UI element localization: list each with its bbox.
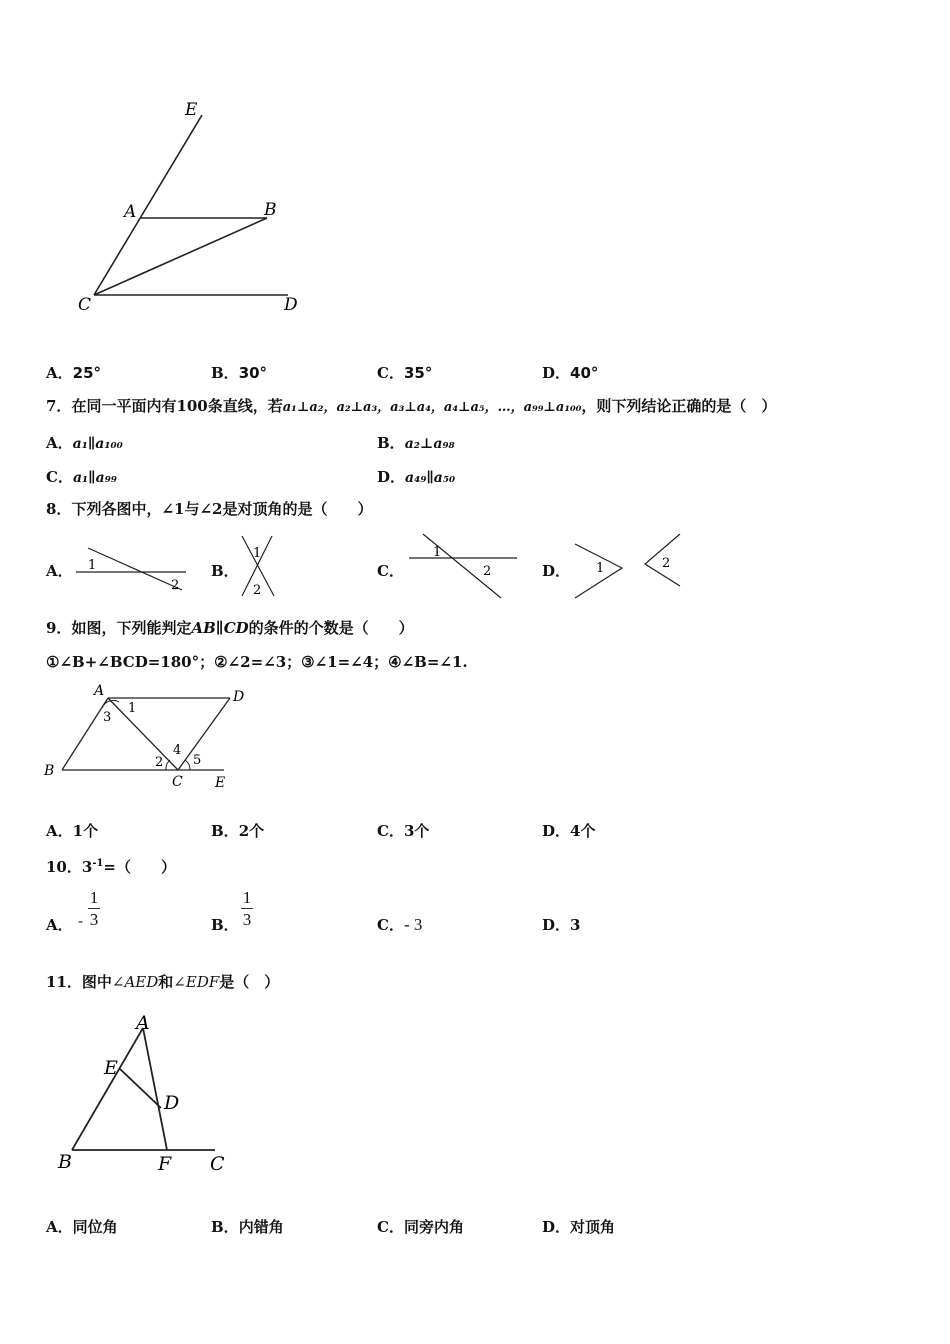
- option-letter: B．: [377, 434, 405, 452]
- option-letter: D．: [542, 822, 571, 840]
- q7-option-c[interactable]: [46, 466, 117, 487]
- q6-label-d: D: [284, 295, 298, 315]
- q9-conditions: [46, 653, 468, 671]
- q10-stem: [46, 855, 176, 876]
- stem-text: 如图，下列能判定: [71, 619, 192, 637]
- option-text: 同位角: [72, 1218, 118, 1236]
- question-number: 8．: [46, 500, 72, 518]
- option-text: 35°: [403, 364, 433, 382]
- q9-option-d[interactable]: [542, 820, 595, 841]
- question-number: 10．: [46, 858, 82, 876]
- q6-option-a[interactable]: [46, 362, 101, 383]
- q8-stem: [46, 500, 372, 518]
- q10-option-c[interactable]: [377, 914, 422, 935]
- option-text: 3个: [403, 822, 430, 840]
- option-letter: C．: [377, 822, 404, 840]
- stem-text: 和: [158, 973, 174, 991]
- fraction-bar: [241, 908, 253, 909]
- denominator: 3: [242, 910, 252, 929]
- q10-option-b-fraction: [241, 888, 253, 929]
- q11-label-e: E: [104, 1057, 118, 1079]
- option-letter: A．: [46, 916, 73, 934]
- q7-option-a[interactable]: [46, 432, 123, 453]
- option-letter: D．: [542, 916, 571, 934]
- angle-label-2: 2: [171, 578, 180, 593]
- q9-angle-4: 4: [173, 743, 182, 758]
- option-letter: C．: [377, 1218, 404, 1236]
- q10-option-a[interactable]: [46, 914, 73, 935]
- q11-label-d: D: [164, 1092, 180, 1114]
- q9-angle-1: 1: [128, 701, 137, 716]
- stem-math: a₁⊥a₂，a₂⊥a₃，a₃⊥a₄，a₄⊥a₅，…，a₉₉⊥a₁₀₀: [282, 400, 582, 415]
- option-letter: D．: [542, 562, 571, 580]
- option-letter: A．: [46, 434, 73, 452]
- stem-text: ，则下列结论正确的是（ ）: [581, 397, 777, 415]
- q10-option-b[interactable]: [211, 914, 239, 935]
- q7-option-b[interactable]: [377, 432, 455, 453]
- stem-text: =（ ）: [103, 858, 176, 876]
- q11-label-f: F: [158, 1153, 172, 1175]
- stem-text: 在同一平面内有100条直线，若: [71, 397, 283, 415]
- q11-label-b: B: [58, 1151, 72, 1173]
- option-text: a₁∥a₉₉: [72, 470, 117, 486]
- option-text: 1个: [72, 822, 99, 840]
- q10-option-d[interactable]: [542, 914, 580, 935]
- q7-stem: [46, 397, 776, 417]
- q8-option-a[interactable]: [46, 560, 73, 581]
- angle-label-2: 2: [483, 564, 492, 579]
- option-text: a₂⊥a₉₈: [404, 436, 455, 452]
- option-letter: C．: [377, 562, 404, 580]
- q8-figure-c: [405, 530, 525, 602]
- q9-option-c[interactable]: [377, 820, 429, 841]
- stem-math: AB∥CD: [191, 619, 249, 637]
- option-letter: C．: [46, 468, 73, 486]
- q9-option-a[interactable]: [46, 820, 98, 841]
- denominator: 3: [89, 910, 99, 929]
- q8-figure-d: [570, 530, 690, 602]
- q6-label-b: B: [264, 200, 277, 220]
- option-text: 40°: [570, 364, 599, 382]
- option-text: 4个: [570, 822, 596, 840]
- option-text: 3: [570, 916, 581, 934]
- option-letter: B．: [211, 562, 239, 580]
- option-letter: A．: [46, 822, 73, 840]
- angle-label-1: 1: [88, 558, 97, 573]
- fraction-bar: [88, 908, 100, 909]
- stem-exponent: -1: [92, 858, 104, 869]
- option-text: 内错角: [238, 1218, 284, 1236]
- question-number: 9．: [46, 619, 72, 637]
- q9-figure: [40, 680, 270, 795]
- q9-label-a: A: [94, 683, 105, 699]
- option-letter: D．: [542, 1218, 571, 1236]
- q11-option-b[interactable]: [211, 1216, 284, 1237]
- angle-label-1: 1: [433, 545, 442, 560]
- stem-base: 3: [81, 858, 93, 876]
- option-letter: A．: [46, 562, 73, 580]
- q8-figure-a: [70, 540, 190, 600]
- q11-option-d[interactable]: [542, 1216, 615, 1237]
- angle-label-1: 1: [253, 546, 262, 561]
- q7-option-d[interactable]: [377, 466, 455, 487]
- q11-label-c: C: [210, 1153, 225, 1175]
- conditions-text: ①∠B+∠BCD=180°；②∠2=∠3；③∠1=∠4；④∠B=∠1.: [46, 653, 468, 671]
- q6-label-a: A: [124, 202, 137, 222]
- option-letter: D．: [377, 468, 406, 486]
- option-letter: A．: [46, 364, 73, 382]
- q9-angle-3: 3: [103, 710, 112, 725]
- q6-option-c[interactable]: [377, 362, 432, 383]
- option-letter: B．: [211, 364, 239, 382]
- option-text: 30°: [238, 364, 268, 382]
- option-text: - 3: [403, 915, 423, 934]
- numerator: 1: [89, 888, 99, 907]
- option-text: 同旁内角: [403, 1218, 464, 1236]
- stem-text: 是（ ）: [219, 973, 280, 991]
- option-letter: C．: [377, 916, 404, 934]
- option-letter: B．: [211, 1218, 239, 1236]
- stem-text: 下列各图中，∠1与∠2是对顶角的是（ ）: [71, 500, 373, 518]
- q6-option-d[interactable]: [542, 362, 598, 383]
- q8-option-d[interactable]: [542, 560, 570, 581]
- option-letter: A．: [46, 1218, 73, 1236]
- angle-label-1: 1: [596, 561, 605, 576]
- q11-label-a: A: [136, 1012, 150, 1034]
- q10-option-a-sign: -: [78, 912, 84, 930]
- q9-label-b: B: [44, 763, 55, 779]
- option-text: 2个: [238, 822, 265, 840]
- stem-text: 的条件的个数是（ ）: [248, 619, 414, 637]
- q9-option-b[interactable]: [211, 820, 264, 841]
- option-text: a₄₉∥a₅₀: [405, 470, 456, 486]
- q6-label-c: C: [78, 295, 92, 315]
- q9-label-d: D: [233, 689, 245, 705]
- option-letter: D．: [542, 364, 571, 382]
- q9-label-e: E: [215, 775, 226, 791]
- question-number: 7．: [46, 397, 72, 415]
- option-letter: C．: [377, 364, 404, 382]
- q6-label-e: E: [185, 100, 198, 120]
- q11-figure: [50, 1005, 250, 1185]
- stem-angle-aed: ∠AED: [111, 973, 159, 991]
- option-text: 对顶角: [570, 1218, 616, 1236]
- numerator: 1: [242, 888, 252, 907]
- option-letter: B．: [211, 822, 239, 840]
- q10-option-a-fraction: [88, 888, 100, 929]
- q9-stem: [46, 619, 414, 637]
- q6-option-b[interactable]: [211, 362, 267, 383]
- stem-angle-edf: ∠EDF: [173, 973, 220, 991]
- q11-stem: [46, 973, 279, 991]
- q9-angle-2: 2: [155, 755, 164, 770]
- option-letter: B．: [211, 916, 239, 934]
- option-text: 25°: [72, 364, 102, 382]
- q11-option-c[interactable]: [377, 1216, 464, 1237]
- q9-angle-5: 5: [193, 753, 202, 768]
- q6-figure: [60, 95, 320, 325]
- q11-option-a[interactable]: [46, 1216, 118, 1237]
- q8-figure-b: [236, 530, 280, 602]
- q9-label-c: C: [172, 774, 183, 790]
- angle-label-2: 2: [662, 556, 671, 571]
- stem-text: 图中: [81, 973, 112, 991]
- q8-option-b[interactable]: [211, 560, 239, 581]
- question-number: 11．: [46, 973, 82, 991]
- q8-option-c[interactable]: [377, 560, 404, 581]
- option-text: a₁∥a₁₀₀: [72, 436, 123, 452]
- angle-label-2: 2: [253, 583, 262, 598]
